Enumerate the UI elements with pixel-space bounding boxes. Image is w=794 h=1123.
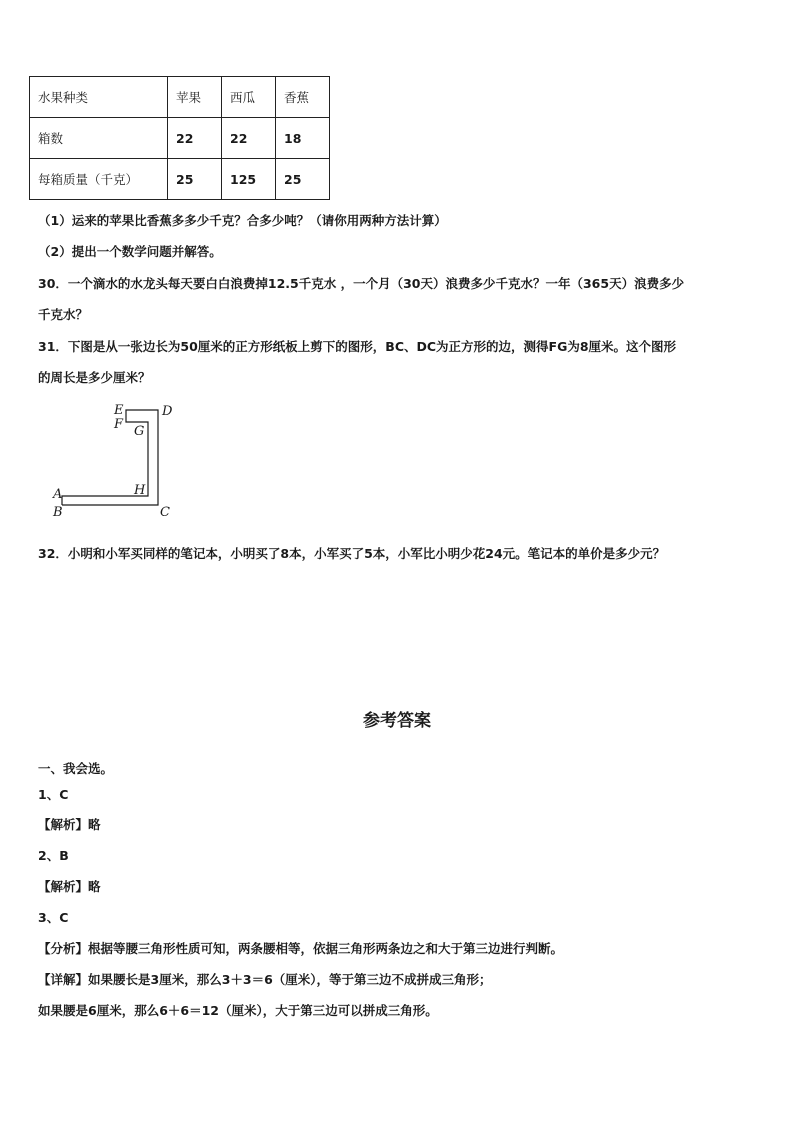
question-30-line-2: 千克水？ (38, 307, 89, 322)
question-2-line: （2）提出一个数学问题并解答。 (38, 244, 222, 259)
question-31-line-2: 的周长是多少厘米？ (38, 370, 151, 385)
question-1-line: （1）运来的苹果比香蕉多多少千克？合多少吨？（请你用两种方法计算） (38, 213, 447, 228)
answer-section-title: 参考答案 (363, 711, 431, 731)
table-cell: 西瓜 (222, 77, 276, 118)
label-C: C (160, 505, 170, 520)
answer-2-note: 【解析】略 (38, 879, 101, 894)
label-F: F (114, 417, 124, 432)
table-cell: 125 (222, 159, 276, 200)
table-row (30, 159, 330, 200)
table-cell: 22 (168, 118, 222, 159)
geometry-figure (48, 400, 188, 528)
question-30-line-1: 30．一个滴水的水龙头每天要白白浪费掉12.5千克水 ，一个月（30天）浪费多少千克水？一年（365天）浪费多少 (38, 276, 685, 291)
l-shape-diagram (48, 400, 188, 525)
table-cell: 25 (168, 159, 222, 200)
answer-3: 3、C (38, 910, 69, 925)
answer-3-analysis: 【分析】根据等腰三角形性质可知，两条腰相等，依据三角形两条边之和大于第三边进行判断。 (38, 941, 564, 956)
label-G: G (134, 424, 145, 439)
table-cell: 水果种类 (30, 77, 168, 118)
answer-2: 2、B (38, 848, 69, 863)
table-cell: 苹果 (168, 77, 222, 118)
question-31-line-1: 31．下图是从一张边长为50厘米的正方形纸板上剪下的图形，BC、DC为正方形的边，测得FG为8厘米。这个图形 (38, 339, 677, 354)
answer-3-detail-2: 如果腰是6厘米，那么6＋6＝12（厘米），大于第三边可以拼成三角形。 (38, 1003, 438, 1018)
table-row (30, 118, 330, 159)
table-row (30, 77, 330, 118)
table-cell: 22 (222, 118, 276, 159)
section-1-heading: 一、我会选。 (38, 761, 114, 776)
label-H: H (134, 483, 146, 498)
table-cell: 25 (276, 159, 330, 200)
fruit-table (29, 76, 330, 200)
table-cell: 香蕉 (276, 77, 330, 118)
table-cell: 箱数 (30, 118, 168, 159)
label-A: A (53, 487, 63, 502)
question-32-line: 32．小明和小军买同样的笔记本，小明买了8本，小军买了5本，小军比小明少花24元。笔记本的单价是多少元？ (38, 546, 666, 561)
answer-1-note: 【解析】略 (38, 817, 101, 832)
label-B: B (53, 505, 63, 520)
label-E: E (114, 403, 124, 418)
table-cell: 18 (276, 118, 330, 159)
answer-1: 1、C (38, 787, 69, 802)
label-D: D (162, 404, 173, 419)
answer-3-detail: 【详解】如果腰长是3厘米，那么3＋3＝6（厘米），等于第三边不成拼成三角形； (38, 972, 492, 987)
table-cell: 每箱质量（千克） (30, 159, 168, 200)
